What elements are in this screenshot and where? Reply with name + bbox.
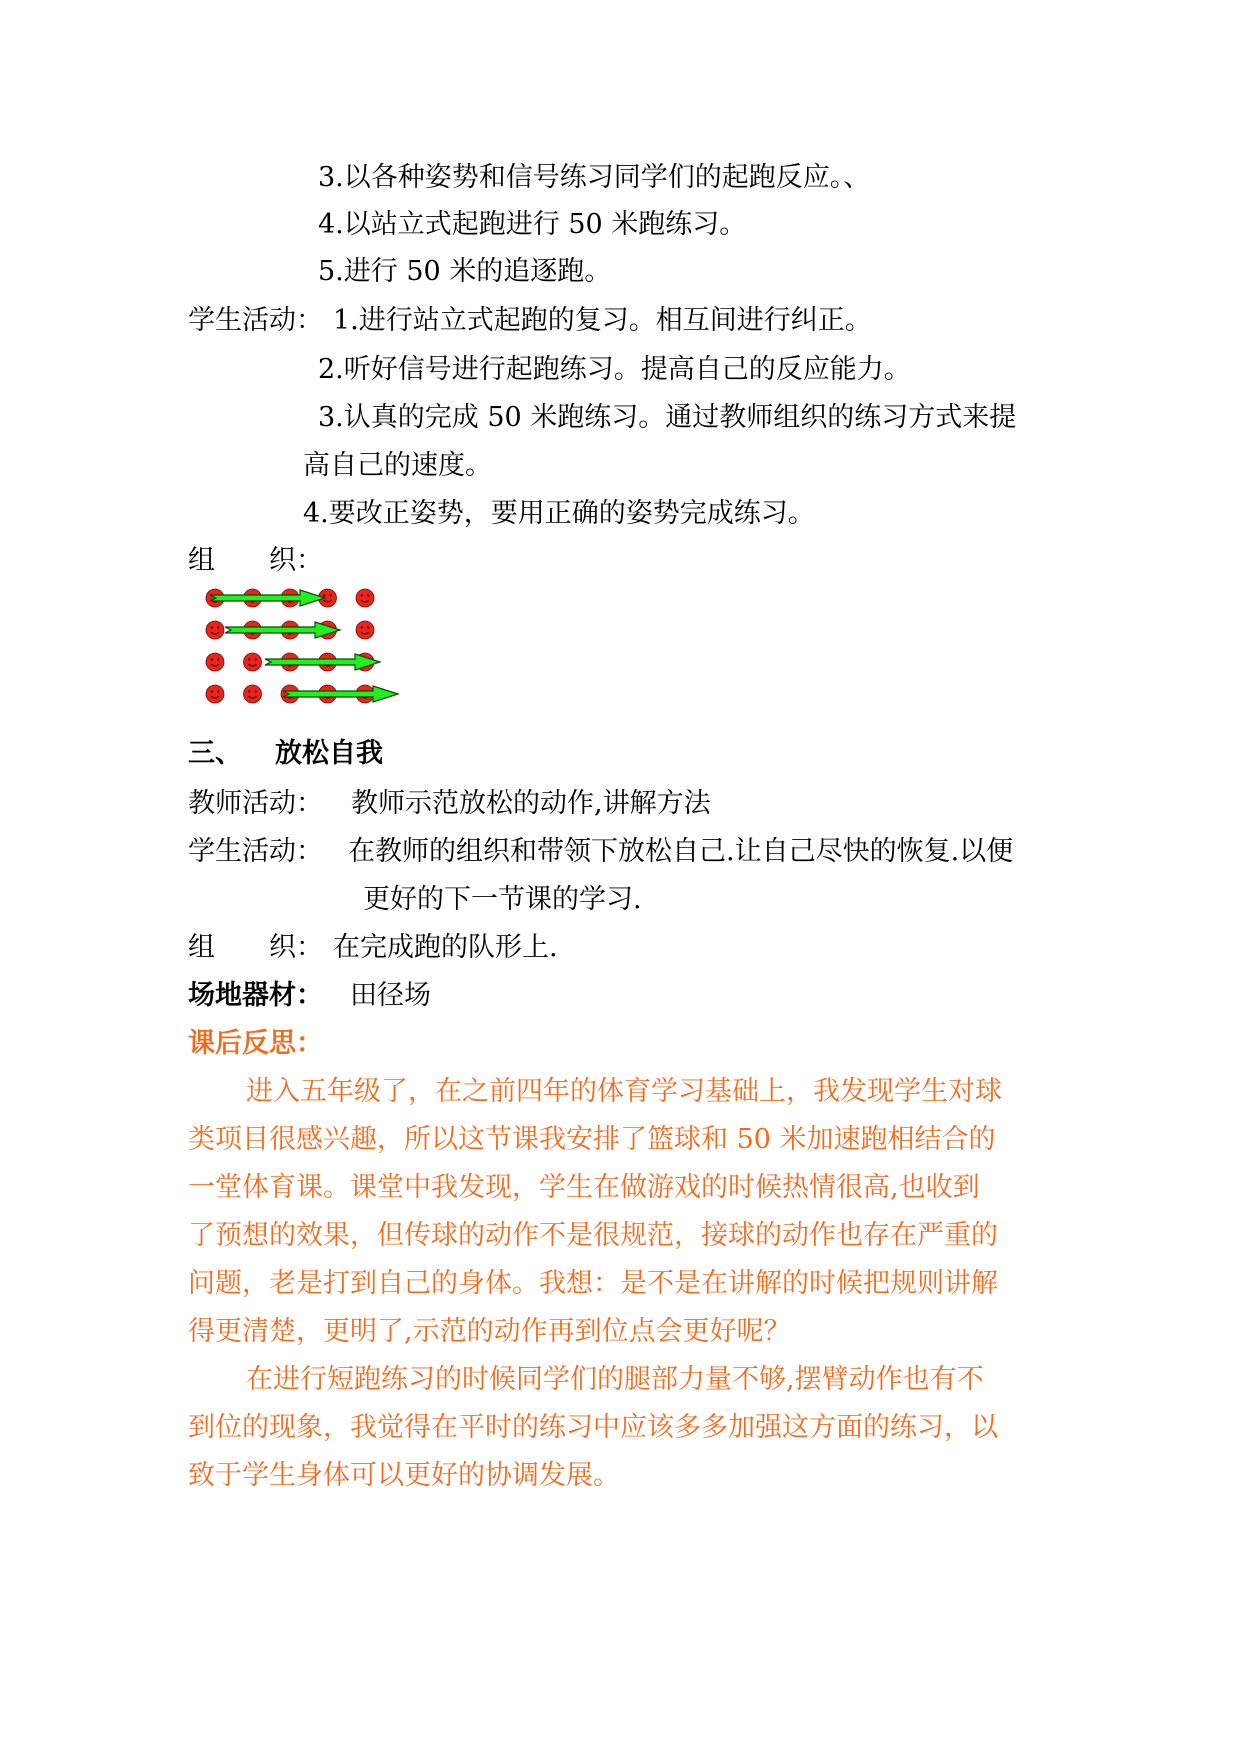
student-activity-item-2: 2.听好信号进行起跑练习。提高自己的反应能力。 — [318, 354, 911, 385]
reflection-line-4: 了预想的效果，但传球的动作不是很规范，接球的动作也存在严重的 — [188, 1220, 998, 1251]
reflection-line-2: 类项目很感兴趣，所以这节课我安排了篮球和 50 米加速跑相结合的 — [188, 1124, 996, 1155]
teacher-step-3: 3.以各种姿势和信号练习同学们的起跑反应。、 — [318, 162, 871, 193]
student-icon — [244, 685, 262, 703]
student-activity-item-4: 4.要改正姿势，要用正确的姿势完成练习。 — [303, 498, 815, 529]
student-icon — [206, 653, 224, 671]
student-icon — [206, 685, 224, 703]
teacher-step-5: 5.进行 50 米的追逐跑。 — [318, 256, 612, 287]
right-arrow-icon — [210, 590, 325, 606]
reflection-line-1: 进入五年级了，在之前四年的体育学习基础上，我发现学生对球 — [246, 1076, 1002, 1107]
student-activity-label: 学生活动： — [188, 305, 323, 336]
section3-title: 放松自我 — [275, 738, 383, 769]
reflection-line-8: 到位的现象，我觉得在平时的练习中应该多多加强这方面的练习，以 — [188, 1412, 998, 1443]
student-activity-item-3-cont: 高自己的速度。 — [303, 450, 492, 481]
reflection-line-6: 得更清楚，更明了,示范的动作再到位点会更好呢？ — [188, 1316, 791, 1347]
student-activity-text-2: 更好的下一节课的学习. — [363, 884, 642, 915]
reflection-heading: 课后反思： — [188, 1028, 323, 1059]
student-activity-label-2: 学生活动： — [188, 836, 323, 867]
student-icon — [356, 589, 374, 607]
teacher-activity-label: 教师活动： — [188, 788, 323, 819]
reflection-line-9: 致于学生身体可以更好的协调发展。 — [188, 1460, 620, 1491]
organization-text: 在完成跑的队形上. — [333, 932, 558, 963]
reflection-line-5: 问题，老是打到自己的身体。我想：是不是在讲解的时候把规则讲解 — [188, 1268, 998, 1299]
reflection-line-3: 一堂体育课。课堂中我发现，学生在做游戏的时候热情很高,也收到 — [188, 1172, 980, 1203]
student-activity-item-1: 1.进行站立式起跑的复习。相互间进行纠正。 — [333, 305, 872, 336]
reflection-line-7: 在进行短跑练习的时候同学们的腿部力量不够,摆臂动作也有不 — [246, 1364, 984, 1395]
organization-label: 组 织： — [188, 545, 323, 576]
student-activity-text-1: 在教师的组织和带领下放松自己.让自己尽快的恢复.以便 — [348, 836, 1014, 867]
student-icon — [206, 621, 224, 639]
right-arrow-icon — [283, 686, 398, 702]
student-icon — [244, 653, 262, 671]
equipment-label: 场地器材： — [188, 980, 323, 1011]
student-icon — [356, 621, 374, 639]
teacher-activity-text: 教师示范放松的动作,讲解方法 — [351, 788, 711, 819]
equipment-text: 田径场 — [350, 980, 431, 1011]
formation-diagram — [200, 585, 620, 715]
teacher-step-4: 4.以站立式起跑进行 50 米跑练习。 — [318, 209, 747, 240]
student-activity-item-3: 3.认真的完成 50 米跑练习。通过教师组织的练习方式来提 — [318, 402, 1017, 433]
organization-label-2: 组 织： — [188, 932, 323, 963]
section3-number: 三、 — [188, 738, 242, 769]
